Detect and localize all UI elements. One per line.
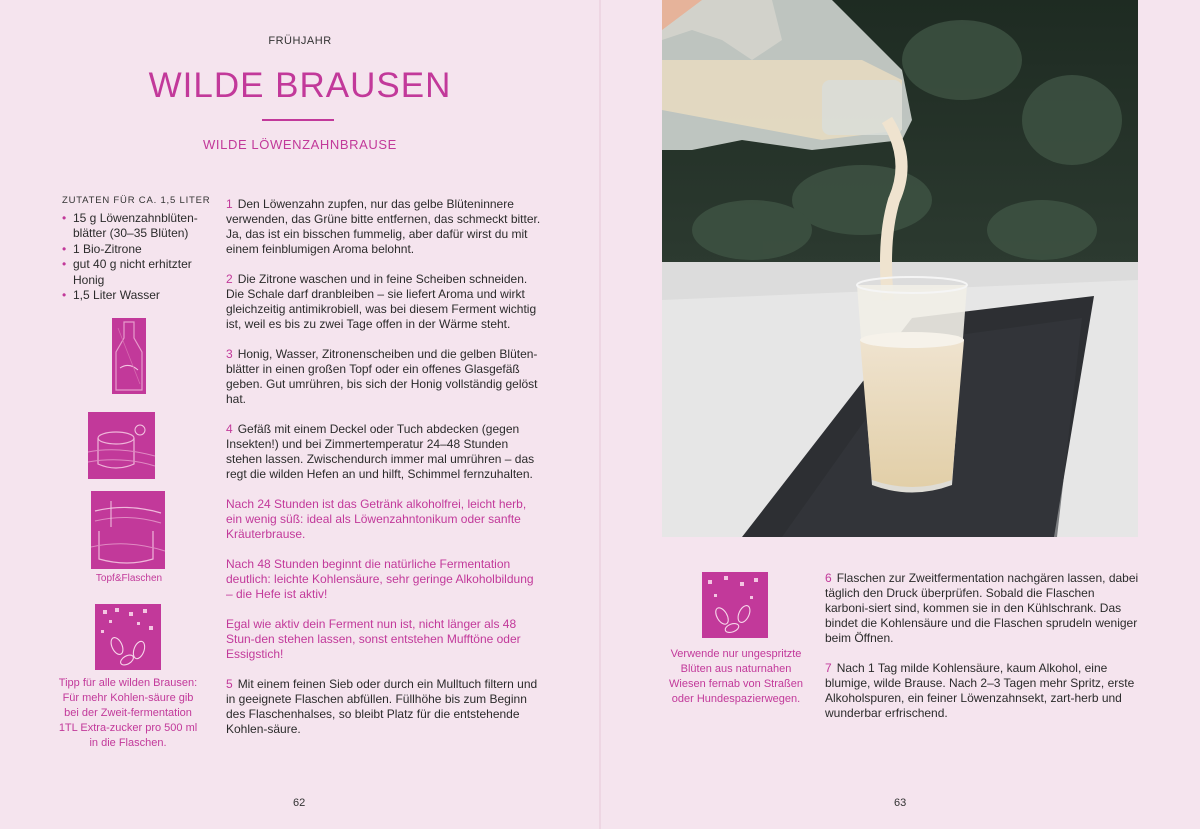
note-time-limit: Egal wie aktiv dein Ferment nun ist, nicht länger als 48 Stun-den stehen lassen, sonst entstehen Mufftöne oder Essigstich! — [226, 617, 521, 661]
step-7 — [825, 661, 1141, 721]
page-number-left: 62 — [293, 797, 306, 809]
instructions-column-right — [825, 571, 1141, 736]
flowers-thumbnail — [95, 604, 161, 670]
recipe-subtitle: WILDE LÖWENZAHNBRAUSE — [203, 137, 397, 152]
ingredient-item: • 1 Bio-Zitrone — [62, 242, 212, 258]
step-text: Honig, Wasser, Zitronenscheiben und die gelben Blüten-blätter in einen großen Topf oder ein offenes Glasgefäß geben. Gut umrühren, bis sich der Honig vollständig gelöst hat. — [226, 347, 538, 406]
bottle-illustration — [112, 318, 146, 394]
step-number: 4 — [226, 422, 233, 436]
step-3 — [226, 347, 542, 407]
instructions-column — [226, 197, 542, 752]
step-text: Den Löwenzahn zupfen, nur das gelbe Blüteninnere verwenden, das Grüne bitte entfernen, das schmeckt bitter. Ja, das ist ein bisschen fummelig, aber dafür wirst du mit einem feinblumigen Aroma belohnt. — [226, 197, 541, 256]
side-note: Verwende nur ungespritzte Blüten aus naturnahen Wiesen fernab von Straßen oder Hundespazierwegen. — [669, 648, 803, 705]
pouring-drink-photo — [662, 0, 1138, 537]
step-6 — [825, 571, 1141, 646]
photo-illustration — [662, 0, 1138, 537]
image-caption: Topf&Flaschen — [95, 573, 163, 584]
flowers-illustration — [95, 604, 161, 670]
pot-illustration — [88, 412, 155, 479]
flower-sidebar-illustration — [702, 572, 768, 638]
step-number: 1 — [226, 197, 233, 211]
pot-bottles-illustration — [91, 491, 165, 569]
right-page — [600, 0, 1200, 829]
step-1 — [226, 197, 542, 257]
ingredient-item: • gut 40 g nicht erhitzter Honig — [62, 257, 212, 288]
page-number-right: 63 — [894, 797, 907, 809]
ingredients-header: ZUTATEN FÜR CA. 1,5 LITER — [62, 195, 211, 206]
step-text: Die Zitrone waschen und in feine Scheiben schneiden. Die Schale darf dranbleiben – sie liefert Aroma und wirkt gleichzeitig antimikrobiell, was bei diesem Ferment wichtig ist, weil es bis zu zwei Tage offen in der Wärme steht. — [226, 272, 537, 331]
ingredients-list — [62, 211, 212, 304]
tip-text: Tipp für alle wilden Brausen: Für mehr Kohlen-säure gib bei der Zweit-fermentation 1TL Extra-zucker pro 500 ml in die Flaschen. — [58, 677, 198, 749]
step-number: 7 — [825, 661, 832, 675]
note-24-hours: Nach 24 Stunden ist das Getränk alkoholfrei, leicht herb, ein wenig süß: ideal als Löwenzahntonikum oder sanfte Kräuterbrause. — [226, 497, 527, 541]
pot-thumbnail — [88, 412, 155, 479]
ingredients-box — [62, 193, 212, 304]
ingredient-item: • 1,5 Liter Wasser — [62, 288, 212, 304]
step-text: Gefäß mit einem Deckel oder Tuch abdecken (gegen Insekten!) und bei Zimmertemperatur 24–48 Stunden stehen lassen. Zwischendurch immer mal umrühren – das regt die wilden Hefen an und hilft, Schimmel fernzuhalten. — [226, 422, 535, 481]
flower-sidebar-thumbnail — [702, 572, 768, 638]
bottle-thumbnail — [112, 318, 146, 394]
step-number: 3 — [226, 347, 233, 361]
step-text: Flaschen zur Zweitfermentation nachgären lassen, dabei täglich den Druck überprüfen. Sobald die Flaschen karboni-siert sind, kommen sie in den Kühlschrank. Das bindet die Kohlensäure und die Flaschen sprudeln weniger beim Öffnen. — [825, 571, 1139, 645]
note-48-hours: Nach 48 Stunden beginnt die natürliche Fermentation deutlich: leichte Kohlensäure, sehr geringe Alkoholbildung – die Hefe ist aktiv! — [226, 557, 534, 601]
step-5 — [226, 677, 542, 737]
ingredient-item: • 15 g Löwenzahnblüten-blätter (30–35 Blüten) — [62, 211, 212, 242]
page-title: WILDE BRAUSEN — [148, 66, 452, 105]
section-label: FRÜHJAHR — [268, 35, 332, 47]
pot-bottles-thumbnail — [91, 491, 165, 569]
step-number: 6 — [825, 571, 832, 585]
title-divider — [262, 119, 334, 121]
step-text: Mit einem feinen Sieb oder durch ein Mulltuch filtern und in geeignete Flaschen abfüllen. Füllhöhe bis zum Beginn des Flaschenhalses, so bleibt Platz für die entstehende Kohlen-säure. — [226, 677, 538, 736]
step-4 — [226, 422, 542, 482]
step-2 — [226, 272, 542, 332]
step-number: 2 — [226, 272, 233, 286]
step-number: 5 — [226, 677, 233, 691]
step-text: Nach 1 Tag milde Kohlensäure, kaum Alkohol, eine blumige, wilde Brause. Nach 2–3 Tagen mehr Spritz, erste Alkoholspuren, ein feiner Löwenzahnsekt, zart-herb und wunderbar erfrischend. — [825, 661, 1135, 720]
